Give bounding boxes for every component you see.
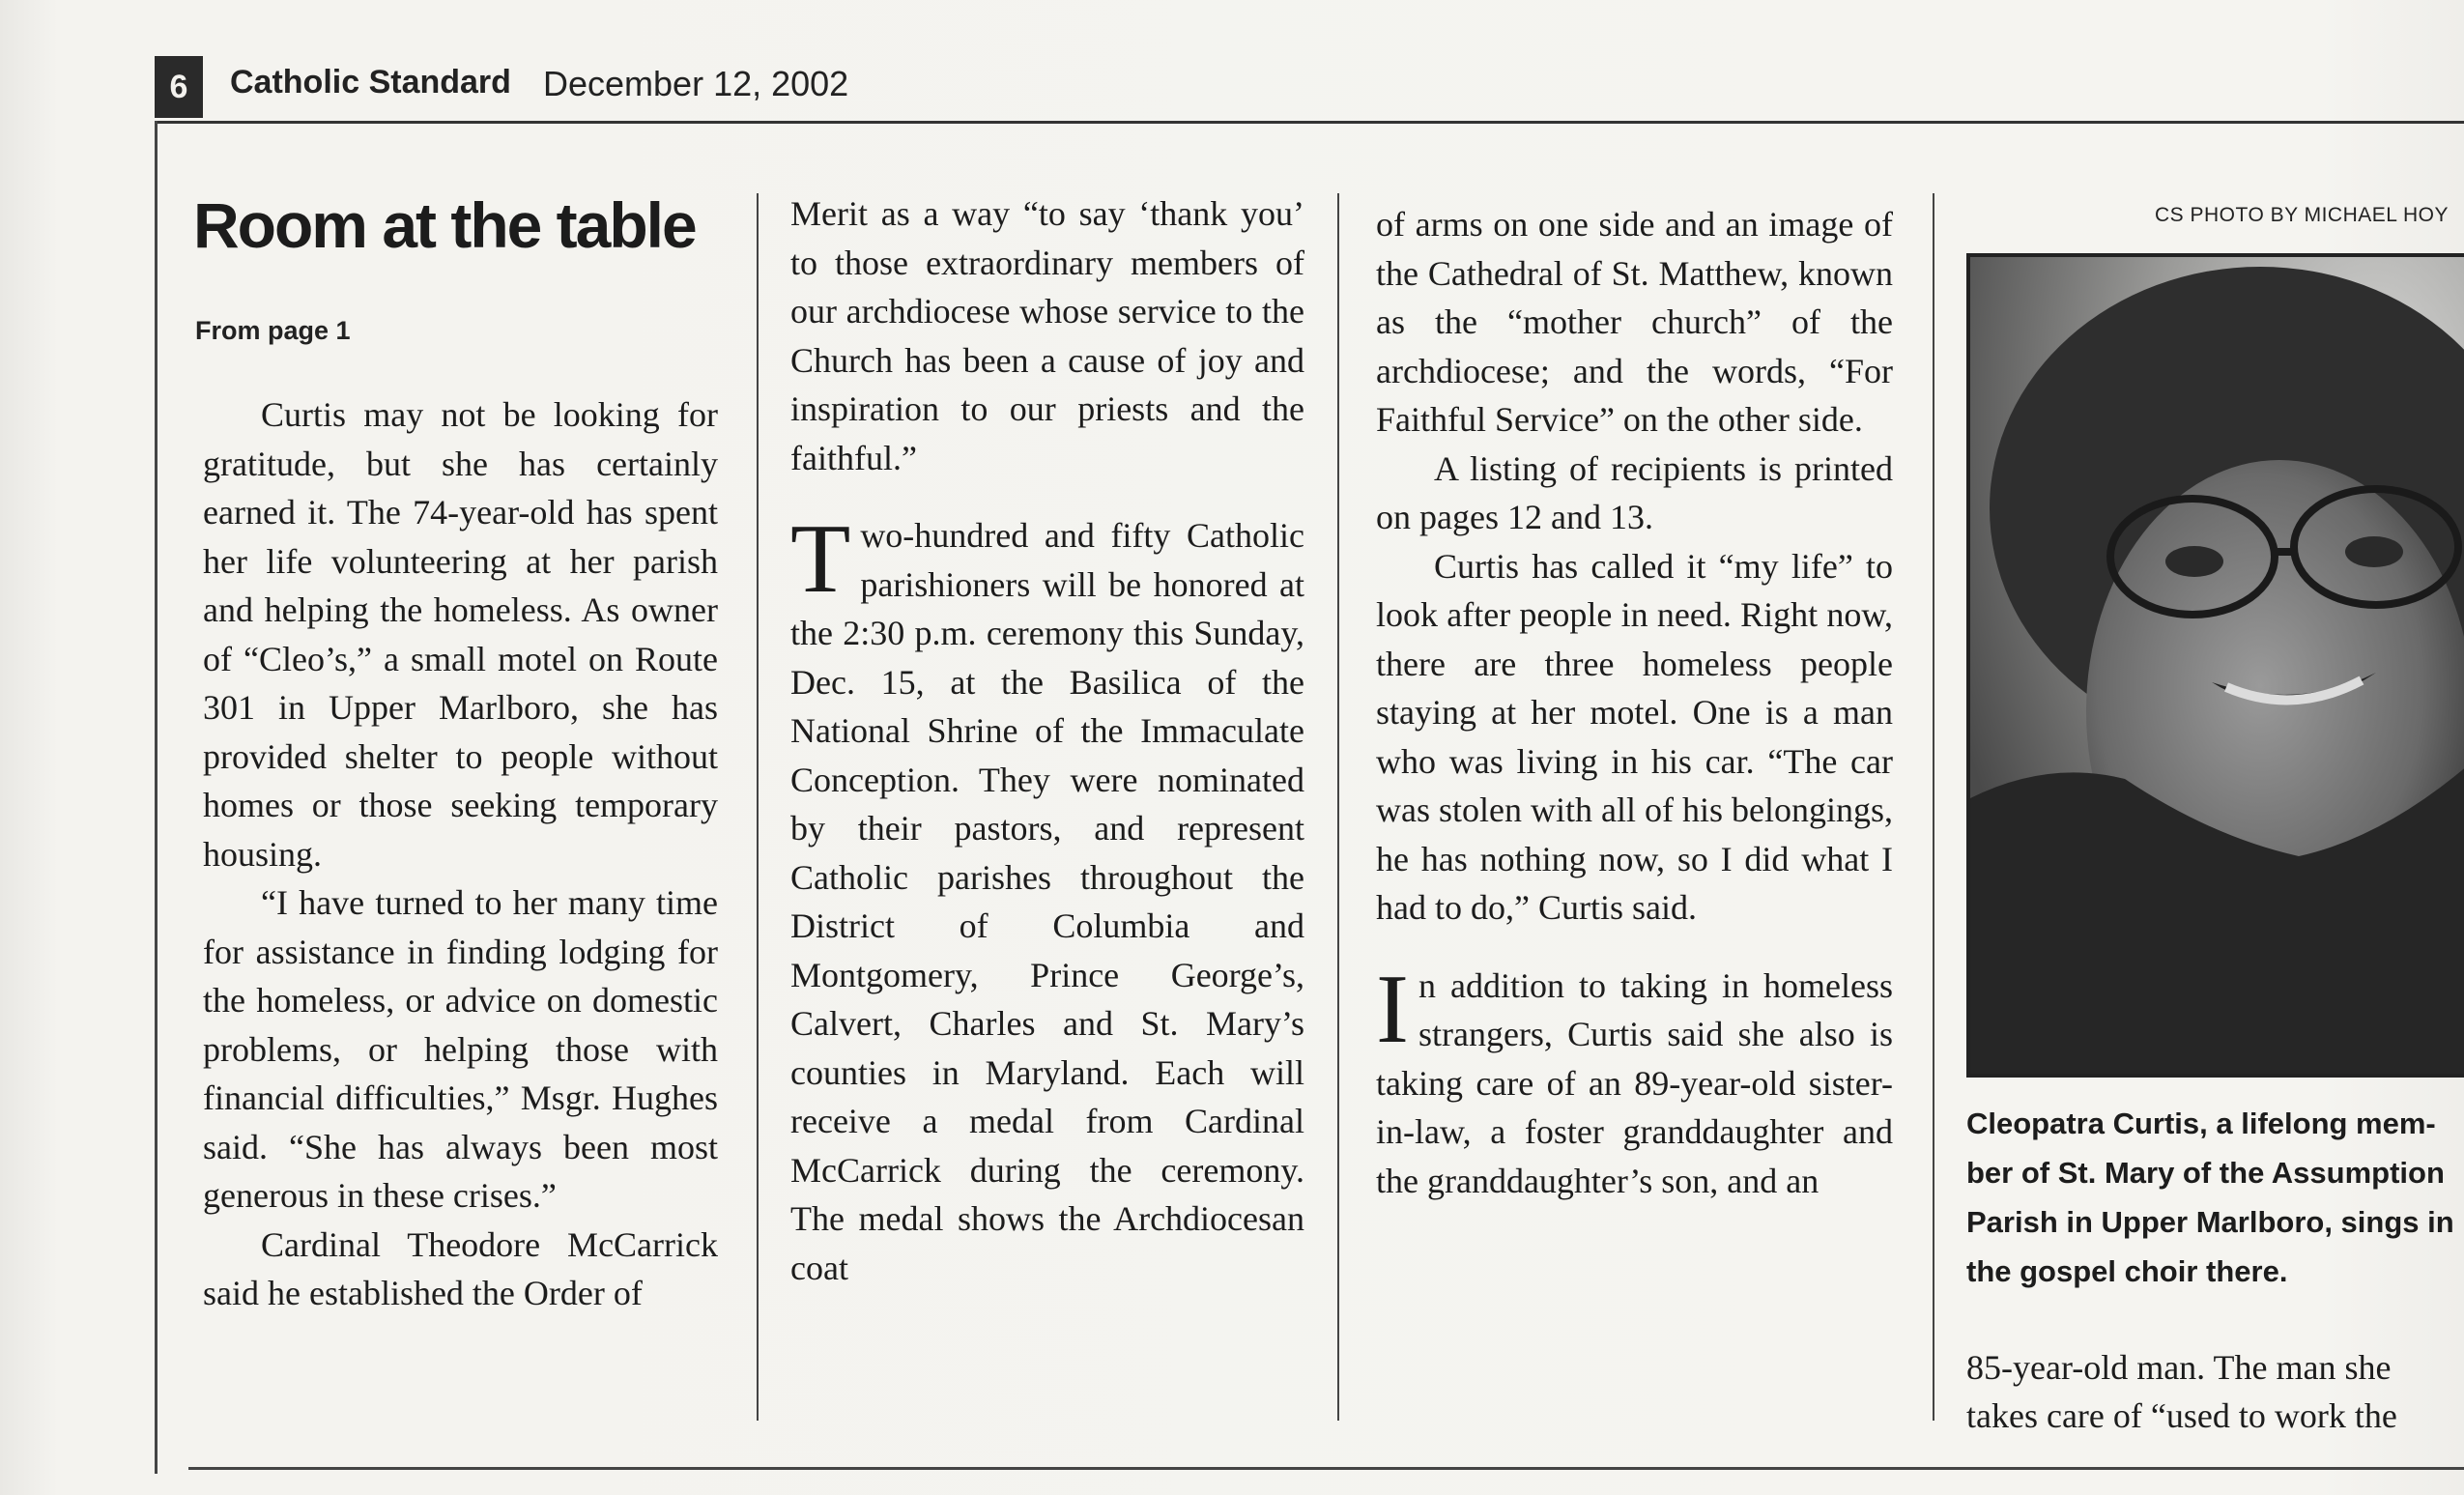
paragraph: Curtis may not be looking for gratitude, but she has certainly earned it. The 74-year-old has spent her life volunteering at her parish and helping the homeless. As owner of “Cleo’s,” a small motel on Route 301 in Upper Marlboro, she has provided shelter to people without homes or those seeking temporary housing.	[203, 395, 718, 874]
paragraph: Cardinal Theodore McCarrick said he established the Order of	[203, 1224, 718, 1312]
column-rule	[1933, 193, 1934, 1421]
photo-caption	[1966, 1099, 2464, 1296]
publication-name: Catholic Standard	[230, 64, 511, 101]
portrait-photo	[1966, 253, 2464, 1078]
paragraph: “I have turned to her many time for assistance in finding lodging for the homeless, or advice on domestic problems, or helping those with financial difficulties,” Msgr. Hughes said. “She has always been most generous in these crises.”	[203, 883, 718, 1215]
paragraph	[790, 504, 1304, 1292]
page-number: 6	[155, 56, 203, 118]
article-headline: Room at the table	[193, 189, 696, 261]
text-line: takes care of “used to work the	[1966, 1396, 2397, 1435]
bottom-rule	[188, 1467, 2464, 1470]
article-column-5	[1966, 1343, 2464, 1440]
publication-date: December 12, 2002	[543, 64, 849, 103]
header-rule	[155, 121, 2464, 124]
article-column-1	[203, 390, 718, 1318]
continued-from-label: From page 1	[195, 316, 351, 345]
left-border-rule	[155, 121, 158, 1474]
paragraph: Curtis has called it “my life” to look after people in need. Right now, there are three homeless people staying at her motel. One is a man who was living in his car. “The car was stolen with all of his belongings, he has nothing now, so I did what I had to do,” Curtis said.	[1376, 546, 1893, 927]
article-column-2	[790, 189, 1304, 1292]
paragraph	[1376, 954, 1893, 1206]
text-line: 85-year-old man. The man she	[1966, 1348, 2392, 1387]
photo-credit: CS PHOTO BY MICHAEL HOY	[2155, 204, 2450, 226]
drop-cap: T	[790, 504, 851, 614]
portrait-photo-image	[1970, 257, 2464, 1074]
caption-line: Cleopatra Curtis, a lifelong mem-	[1966, 1107, 2436, 1140]
drop-cap: I	[1376, 954, 1409, 1064]
paragraph: A listing of recipients is printed on pages 12 and 13.	[1376, 448, 1893, 536]
column-rule	[757, 193, 759, 1421]
paragraph-text: wo-hundred and fifty Catholic parishioners will be honored at the 2:30 p.m. ceremony this Sunday, Dec. 15, at the Basilica of the National Shrine of the Immaculate Conception. They were nominated by their pastors, and represent Catholic parishes throughout the District of Columbia and Montgomery, Prince George’s, Calvert, Charles and St. Mary’s counties in Maryland. Each will receive a medal from Cardinal McCarrick during the ceremony. The medal shows the Archdiocesan coat	[790, 516, 1304, 1287]
paragraph: of arms on one side and an image of the Cathedral of St. Matthew, known as the “mother church” of the archdiocese; and the words, “For Faithful Service” on the other side.	[1376, 205, 1893, 439]
caption-line: Parish in Upper Marlboro, sings in	[1966, 1205, 2454, 1239]
caption-line: the gospel choir there.	[1966, 1254, 2288, 1288]
caption-line: ber of St. Mary of the Assumption	[1966, 1156, 2445, 1190]
column-rule	[1337, 193, 1339, 1421]
paragraph-text: n addition to taking in homeless strangers, Curtis said she also is taking care of an 89-year-old sister-in-law, a foster granddaughter and the granddaughter’s son, and an	[1376, 965, 1893, 1200]
paragraph: Merit as a way “to say ‘thank you’ to those extraordinary members of our archdiocese whose service to the Church has been a cause of joy and inspiration to our priests and the faithful.”	[790, 194, 1304, 477]
article-column-3	[1376, 200, 1893, 1205]
